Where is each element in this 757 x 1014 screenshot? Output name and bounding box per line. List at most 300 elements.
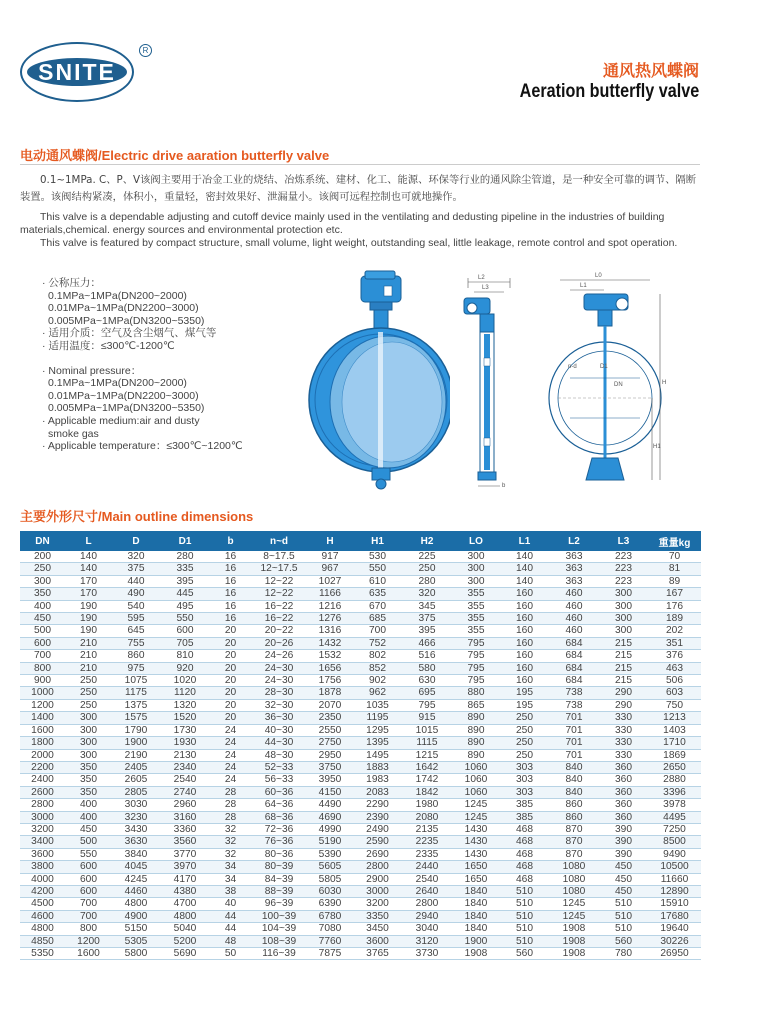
table-cell: 1520 xyxy=(160,712,210,724)
table-cell: 3350 xyxy=(353,910,402,922)
table-cell: 3950 xyxy=(307,774,353,786)
table-row xyxy=(20,786,701,798)
label-l1: L1 xyxy=(580,283,587,289)
table-cell: 20~26 xyxy=(251,637,307,649)
table-cell: 24~30 xyxy=(251,662,307,674)
column-header: L xyxy=(65,531,112,551)
table-cell: 468 xyxy=(500,823,549,835)
table-cell: 755 xyxy=(112,637,160,649)
table-cell: 1840 xyxy=(452,923,500,935)
page-title-en: Aeration butterfly valve xyxy=(519,81,699,102)
table-cell: 3120 xyxy=(402,935,452,947)
table-cell: 72~36 xyxy=(251,823,307,835)
section-heading-dimensions: 主要外形尺寸/Main outline dimensions xyxy=(20,509,254,524)
table-cell: 2000 xyxy=(20,749,65,761)
table-cell: 3200 xyxy=(353,898,402,910)
table-cell: 2080 xyxy=(402,811,452,823)
table-cell: 24~26 xyxy=(251,650,307,662)
table-cell: 355 xyxy=(452,600,500,612)
table-cell: 195 xyxy=(500,699,549,711)
table-cell: 1730 xyxy=(160,724,210,736)
table-cell: 3040 xyxy=(402,923,452,935)
table-cell: 300 xyxy=(65,749,112,761)
table-cell: 330 xyxy=(599,749,648,761)
table-cell: 685 xyxy=(353,613,402,625)
table-row xyxy=(20,650,701,662)
table-row xyxy=(20,836,701,848)
label-b: b xyxy=(502,483,506,489)
table-cell: 345 xyxy=(402,600,452,612)
table-cell: 1908 xyxy=(549,948,599,960)
table-cell: 2605 xyxy=(112,774,160,786)
table-cell: 3200 xyxy=(20,823,65,835)
table-cell: 360 xyxy=(599,811,648,823)
table-cell: 2800 xyxy=(353,861,402,873)
table-cell: 70 xyxy=(648,551,701,563)
table-cell: 4500 xyxy=(20,898,65,910)
table-cell: 1432 xyxy=(307,637,353,649)
table-row xyxy=(20,848,701,860)
table-cell: 200 xyxy=(20,551,65,563)
table-cell: 810 xyxy=(160,650,210,662)
table-row xyxy=(20,948,701,960)
table-cell: 28 xyxy=(210,811,251,823)
table-cell: 510 xyxy=(500,910,549,922)
table-cell: 5605 xyxy=(307,861,353,873)
table-cell: 11660 xyxy=(648,873,701,885)
table-cell: 701 xyxy=(549,724,599,736)
table-cell: 250 xyxy=(500,712,549,724)
table-cell: 1575 xyxy=(112,712,160,724)
table-cell: 210 xyxy=(65,662,112,674)
table-cell: 3765 xyxy=(353,948,402,960)
table-cell: 280 xyxy=(402,575,452,587)
table-cell: 223 xyxy=(599,575,648,587)
table-cell: 330 xyxy=(599,724,648,736)
table-cell: 1869 xyxy=(648,749,701,761)
table-cell: 300 xyxy=(65,712,112,724)
table-cell: 160 xyxy=(500,662,549,674)
table-cell: 1403 xyxy=(648,724,701,736)
table-cell: 4380 xyxy=(160,885,210,897)
table-cell: 1216 xyxy=(307,600,353,612)
table-cell: 890 xyxy=(452,737,500,749)
table-cell: 190 xyxy=(65,625,112,637)
table-cell: 684 xyxy=(549,662,599,674)
table-cell: 36~30 xyxy=(251,712,307,724)
spec-pressure-label-en: · Nominal pressure： xyxy=(42,364,142,377)
table-cell: 1375 xyxy=(112,699,160,711)
table-cell: 1320 xyxy=(160,699,210,711)
table-cell: 2335 xyxy=(402,848,452,860)
label-d1: D1 xyxy=(600,364,608,370)
logo-text: SNITE xyxy=(27,58,127,86)
table-cell: 460 xyxy=(549,625,599,637)
table-cell: 635 xyxy=(353,588,402,600)
table-row xyxy=(20,749,701,761)
table-cell: 5150 xyxy=(112,923,160,935)
table-cell: 300 xyxy=(599,588,648,600)
table-cell: 5805 xyxy=(307,873,353,885)
table-cell: 350 xyxy=(65,786,112,798)
table-cell: 104~39 xyxy=(251,923,307,935)
table-cell: 870 xyxy=(549,848,599,860)
table-cell: 840 xyxy=(549,786,599,798)
table-cell: 48~30 xyxy=(251,749,307,761)
table-cell: 4045 xyxy=(112,861,160,873)
table-cell: 2940 xyxy=(402,910,452,922)
section-divider xyxy=(20,164,700,165)
table-cell: 300 xyxy=(599,600,648,612)
table-cell: 510 xyxy=(500,898,549,910)
table-cell: 560 xyxy=(500,948,549,960)
spec-pressure-label-cn: · 公称压力： xyxy=(42,277,101,289)
table-cell: 4000 xyxy=(20,873,65,885)
table-cell: 917 xyxy=(307,551,353,563)
table-cell: 32 xyxy=(210,836,251,848)
table-cell: 223 xyxy=(599,551,648,563)
table-cell: 890 xyxy=(452,712,500,724)
table-cell: 5200 xyxy=(160,935,210,947)
table-cell: 176 xyxy=(648,600,701,612)
side-view-drawing xyxy=(460,268,532,493)
table-cell: 3600 xyxy=(353,935,402,947)
table-cell: 300 xyxy=(65,737,112,749)
table-cell: 44 xyxy=(210,923,251,935)
table-cell: 320 xyxy=(402,588,452,600)
table-cell: 750 xyxy=(648,699,701,711)
table-cell: 1900 xyxy=(112,737,160,749)
column-header: H2 xyxy=(402,531,452,551)
table-cell: 1213 xyxy=(648,712,701,724)
table-cell: 160 xyxy=(500,675,549,687)
table-cell: 363 xyxy=(549,563,599,575)
table-cell: 795 xyxy=(452,637,500,649)
table-cell: 962 xyxy=(353,687,402,699)
table-row xyxy=(20,675,701,687)
table-cell: 701 xyxy=(549,737,599,749)
table-cell: 300 xyxy=(452,575,500,587)
table-cell: 890 xyxy=(452,724,500,736)
table-row xyxy=(20,799,701,811)
label-nd: n-d xyxy=(568,364,577,370)
table-cell: 510 xyxy=(599,898,648,910)
table-cell: 2235 xyxy=(402,836,452,848)
table-cell: 202 xyxy=(648,625,701,637)
table-cell: 28 xyxy=(210,786,251,798)
table-cell: 2880 xyxy=(648,774,701,786)
table-row xyxy=(20,699,701,711)
table-cell: 81 xyxy=(648,563,701,575)
table-cell: 330 xyxy=(599,737,648,749)
table-cell: 516 xyxy=(402,650,452,662)
table-cell: 190 xyxy=(65,600,112,612)
table-cell: 2350 xyxy=(307,712,353,724)
table-cell: 1060 xyxy=(452,774,500,786)
table-cell: 460 xyxy=(549,588,599,600)
table-cell: 350 xyxy=(65,774,112,786)
table-cell: 2440 xyxy=(402,861,452,873)
table-cell: 160 xyxy=(500,650,549,662)
table-cell: 684 xyxy=(549,637,599,649)
table-cell: 4495 xyxy=(648,811,701,823)
table-cell: 1060 xyxy=(452,761,500,773)
table-cell: 540 xyxy=(112,600,160,612)
table-row xyxy=(20,873,701,885)
table-cell: 1195 xyxy=(353,712,402,724)
table-cell: 2960 xyxy=(160,799,210,811)
table-cell: 1900 xyxy=(452,935,500,947)
table-cell: 510 xyxy=(500,935,549,947)
table-cell: 550 xyxy=(160,613,210,625)
table-cell: 2950 xyxy=(307,749,353,761)
table-cell: 16 xyxy=(210,613,251,625)
table-cell: 16~22 xyxy=(251,600,307,612)
table-cell: 1000 xyxy=(20,687,65,699)
table-cell: 116~39 xyxy=(251,948,307,960)
table-cell: 2590 xyxy=(353,836,402,848)
table-cell: 3000 xyxy=(20,811,65,823)
table-cell: 4700 xyxy=(160,898,210,910)
column-header: H xyxy=(307,531,353,551)
table-row xyxy=(20,823,701,835)
label-h1: H1 xyxy=(653,444,661,450)
spec-temperature-cn: · 适用温度：≤300℃-1200℃ xyxy=(42,339,175,352)
table-cell: 450 xyxy=(599,861,648,873)
table-cell: 705 xyxy=(160,637,210,649)
table-cell: 4600 xyxy=(20,910,65,922)
table-cell: 795 xyxy=(452,662,500,674)
table-cell: 4990 xyxy=(307,823,353,835)
table-cell: 20 xyxy=(210,650,251,662)
table-cell: 375 xyxy=(402,613,452,625)
table-cell: 738 xyxy=(549,699,599,711)
table-cell: 140 xyxy=(500,575,549,587)
table-cell: 80~39 xyxy=(251,861,307,873)
column-header: b xyxy=(210,531,251,551)
table-cell: 280 xyxy=(160,551,210,563)
table-cell: 902 xyxy=(353,675,402,687)
table-row xyxy=(20,935,701,947)
table-row xyxy=(20,637,701,649)
table-cell: 360 xyxy=(599,774,648,786)
table-cell: 355 xyxy=(452,625,500,637)
table-cell: 800 xyxy=(20,662,65,674)
table-cell: 2740 xyxy=(160,786,210,798)
table-cell: 1983 xyxy=(353,774,402,786)
table-cell: 360 xyxy=(599,786,648,798)
table-cell: 400 xyxy=(65,811,112,823)
table-cell: 1980 xyxy=(402,799,452,811)
table-row xyxy=(20,712,701,724)
table-cell: 48 xyxy=(210,935,251,947)
table-cell: 3230 xyxy=(112,811,160,823)
table-cell: 140 xyxy=(500,551,549,563)
table-cell: 4490 xyxy=(307,799,353,811)
table-cell: 2070 xyxy=(307,699,353,711)
table-cell: 250 xyxy=(65,675,112,687)
table-cell: 76~36 xyxy=(251,836,307,848)
table-cell: 1120 xyxy=(160,687,210,699)
table-cell: 880 xyxy=(452,687,500,699)
table-cell: 860 xyxy=(549,811,599,823)
table-row xyxy=(20,761,701,773)
table-cell: 2540 xyxy=(402,873,452,885)
spec-medium-en-cont: smoke gas xyxy=(48,427,99,440)
table-cell: 290 xyxy=(599,687,648,699)
table-cell: 250 xyxy=(20,563,65,575)
column-header: DN xyxy=(20,531,65,551)
table-cell: 445 xyxy=(160,588,210,600)
table-row xyxy=(20,662,701,674)
table-row xyxy=(20,600,701,612)
table-cell: 1430 xyxy=(452,823,500,835)
table-cell: 1175 xyxy=(112,687,160,699)
table-cell: 44 xyxy=(210,910,251,922)
table-cell: 215 xyxy=(599,662,648,674)
table-cell: 1200 xyxy=(65,935,112,947)
table-cell: 1245 xyxy=(549,898,599,910)
table-cell: 460 xyxy=(549,600,599,612)
table-cell: 450 xyxy=(65,823,112,835)
table-cell: 28~30 xyxy=(251,687,307,699)
table-cell: 20 xyxy=(210,625,251,637)
table-cell: 1930 xyxy=(160,737,210,749)
table-cell: 4170 xyxy=(160,873,210,885)
table-cell: 2340 xyxy=(160,761,210,773)
table-row xyxy=(20,613,701,625)
table-cell: 468 xyxy=(500,836,549,848)
table-cell: 1020 xyxy=(160,675,210,687)
table-cell: 20 xyxy=(210,637,251,649)
table-cell: 800 xyxy=(65,923,112,935)
table-cell: 890 xyxy=(452,749,500,761)
table-cell: 4850 xyxy=(20,935,65,947)
front-view-drawing xyxy=(540,268,670,493)
table-cell: 56~33 xyxy=(251,774,307,786)
table-cell: 1495 xyxy=(353,749,402,761)
table-cell: 38 xyxy=(210,885,251,897)
table-cell: 30226 xyxy=(648,935,701,947)
table-cell: 50 xyxy=(210,948,251,960)
table-row xyxy=(20,898,701,910)
table-cell: 80~36 xyxy=(251,848,307,860)
table-cell: 24~30 xyxy=(251,675,307,687)
table-cell: 303 xyxy=(500,786,549,798)
table-cell: 300 xyxy=(20,575,65,587)
table-cell: 468 xyxy=(500,848,549,860)
table-cell: 250 xyxy=(500,737,549,749)
table-cell: 5190 xyxy=(307,836,353,848)
table-cell: 2650 xyxy=(648,761,701,773)
column-header: n~d xyxy=(251,531,307,551)
table-cell: 700 xyxy=(65,898,112,910)
table-cell: 400 xyxy=(65,799,112,811)
table-cell: 1656 xyxy=(307,662,353,674)
table-cell: 795 xyxy=(452,675,500,687)
table-cell: 15910 xyxy=(648,898,701,910)
table-cell: 360 xyxy=(599,761,648,773)
table-cell: 1430 xyxy=(452,836,500,848)
table-cell: 350 xyxy=(20,588,65,600)
table-cell: 1027 xyxy=(307,575,353,587)
table-cell: 550 xyxy=(353,563,402,575)
table-cell: 684 xyxy=(549,650,599,662)
table-cell: 96~39 xyxy=(251,898,307,910)
table-cell: 510 xyxy=(500,885,549,897)
table-cell: 20~22 xyxy=(251,625,307,637)
table-cell: 360 xyxy=(599,799,648,811)
table-cell: 2083 xyxy=(353,786,402,798)
table-cell: 350 xyxy=(65,761,112,773)
table-row xyxy=(20,861,701,873)
table-cell: 52~33 xyxy=(251,761,307,773)
table-cell: 600 xyxy=(20,637,65,649)
column-header: D xyxy=(112,531,160,551)
table-cell: 215 xyxy=(599,650,648,662)
table-cell: 468 xyxy=(500,873,549,885)
spec-pressure-1-cn: 0.1MPa~1MPa(DN200~2000) xyxy=(48,289,187,302)
table-cell: 1650 xyxy=(452,861,500,873)
table-cell: 920 xyxy=(160,662,210,674)
table-cell: 1756 xyxy=(307,675,353,687)
table-cell: 335 xyxy=(160,563,210,575)
table-cell: 450 xyxy=(20,613,65,625)
table-cell: 24 xyxy=(210,737,251,749)
table-cell: 395 xyxy=(160,575,210,587)
table-cell: 2190 xyxy=(112,749,160,761)
table-cell: 390 xyxy=(599,848,648,860)
table-cell: 1215 xyxy=(402,749,452,761)
table-cell: 865 xyxy=(452,699,500,711)
table-cell: 395 xyxy=(402,625,452,637)
table-cell: 190 xyxy=(65,613,112,625)
table-cell: 860 xyxy=(112,650,160,662)
spec-medium-cn: · 适用介质：空气及含尘烟气、煤气等 xyxy=(42,327,217,340)
table-cell: 215 xyxy=(599,637,648,649)
table-cell: 595 xyxy=(112,613,160,625)
table-cell: 160 xyxy=(500,600,549,612)
table-cell: 3360 xyxy=(160,823,210,835)
table-cell: 852 xyxy=(353,662,402,674)
table-cell: 140 xyxy=(500,563,549,575)
table-cell: 390 xyxy=(599,836,648,848)
description-en-2: This valve is featured by compact structure, small volume, light weight, outstanding seal, little leakage, remote control and spot operation. xyxy=(40,237,678,249)
table-cell: 3730 xyxy=(402,948,452,960)
table-cell: 500 xyxy=(20,625,65,637)
table-cell: 1800 xyxy=(20,737,65,749)
table-cell: 16 xyxy=(210,575,251,587)
table-cell: 1060 xyxy=(452,786,500,798)
table-cell: 860 xyxy=(549,799,599,811)
label-h: H xyxy=(662,380,667,386)
table-cell: 330 xyxy=(599,712,648,724)
table-cell: 1710 xyxy=(648,737,701,749)
table-cell: 2750 xyxy=(307,737,353,749)
table-cell: 630 xyxy=(402,675,452,687)
table-cell: 215 xyxy=(599,675,648,687)
table-cell: 2405 xyxy=(112,761,160,773)
table-cell: 3450 xyxy=(353,923,402,935)
table-cell: 64~36 xyxy=(251,799,307,811)
table-cell: 550 xyxy=(65,848,112,860)
table-cell: 700 xyxy=(353,625,402,637)
table-cell: 684 xyxy=(549,675,599,687)
table-cell: 1080 xyxy=(549,885,599,897)
table-cell: 1400 xyxy=(20,712,65,724)
table-cell: 4150 xyxy=(307,786,353,798)
table-cell: 752 xyxy=(353,637,402,649)
